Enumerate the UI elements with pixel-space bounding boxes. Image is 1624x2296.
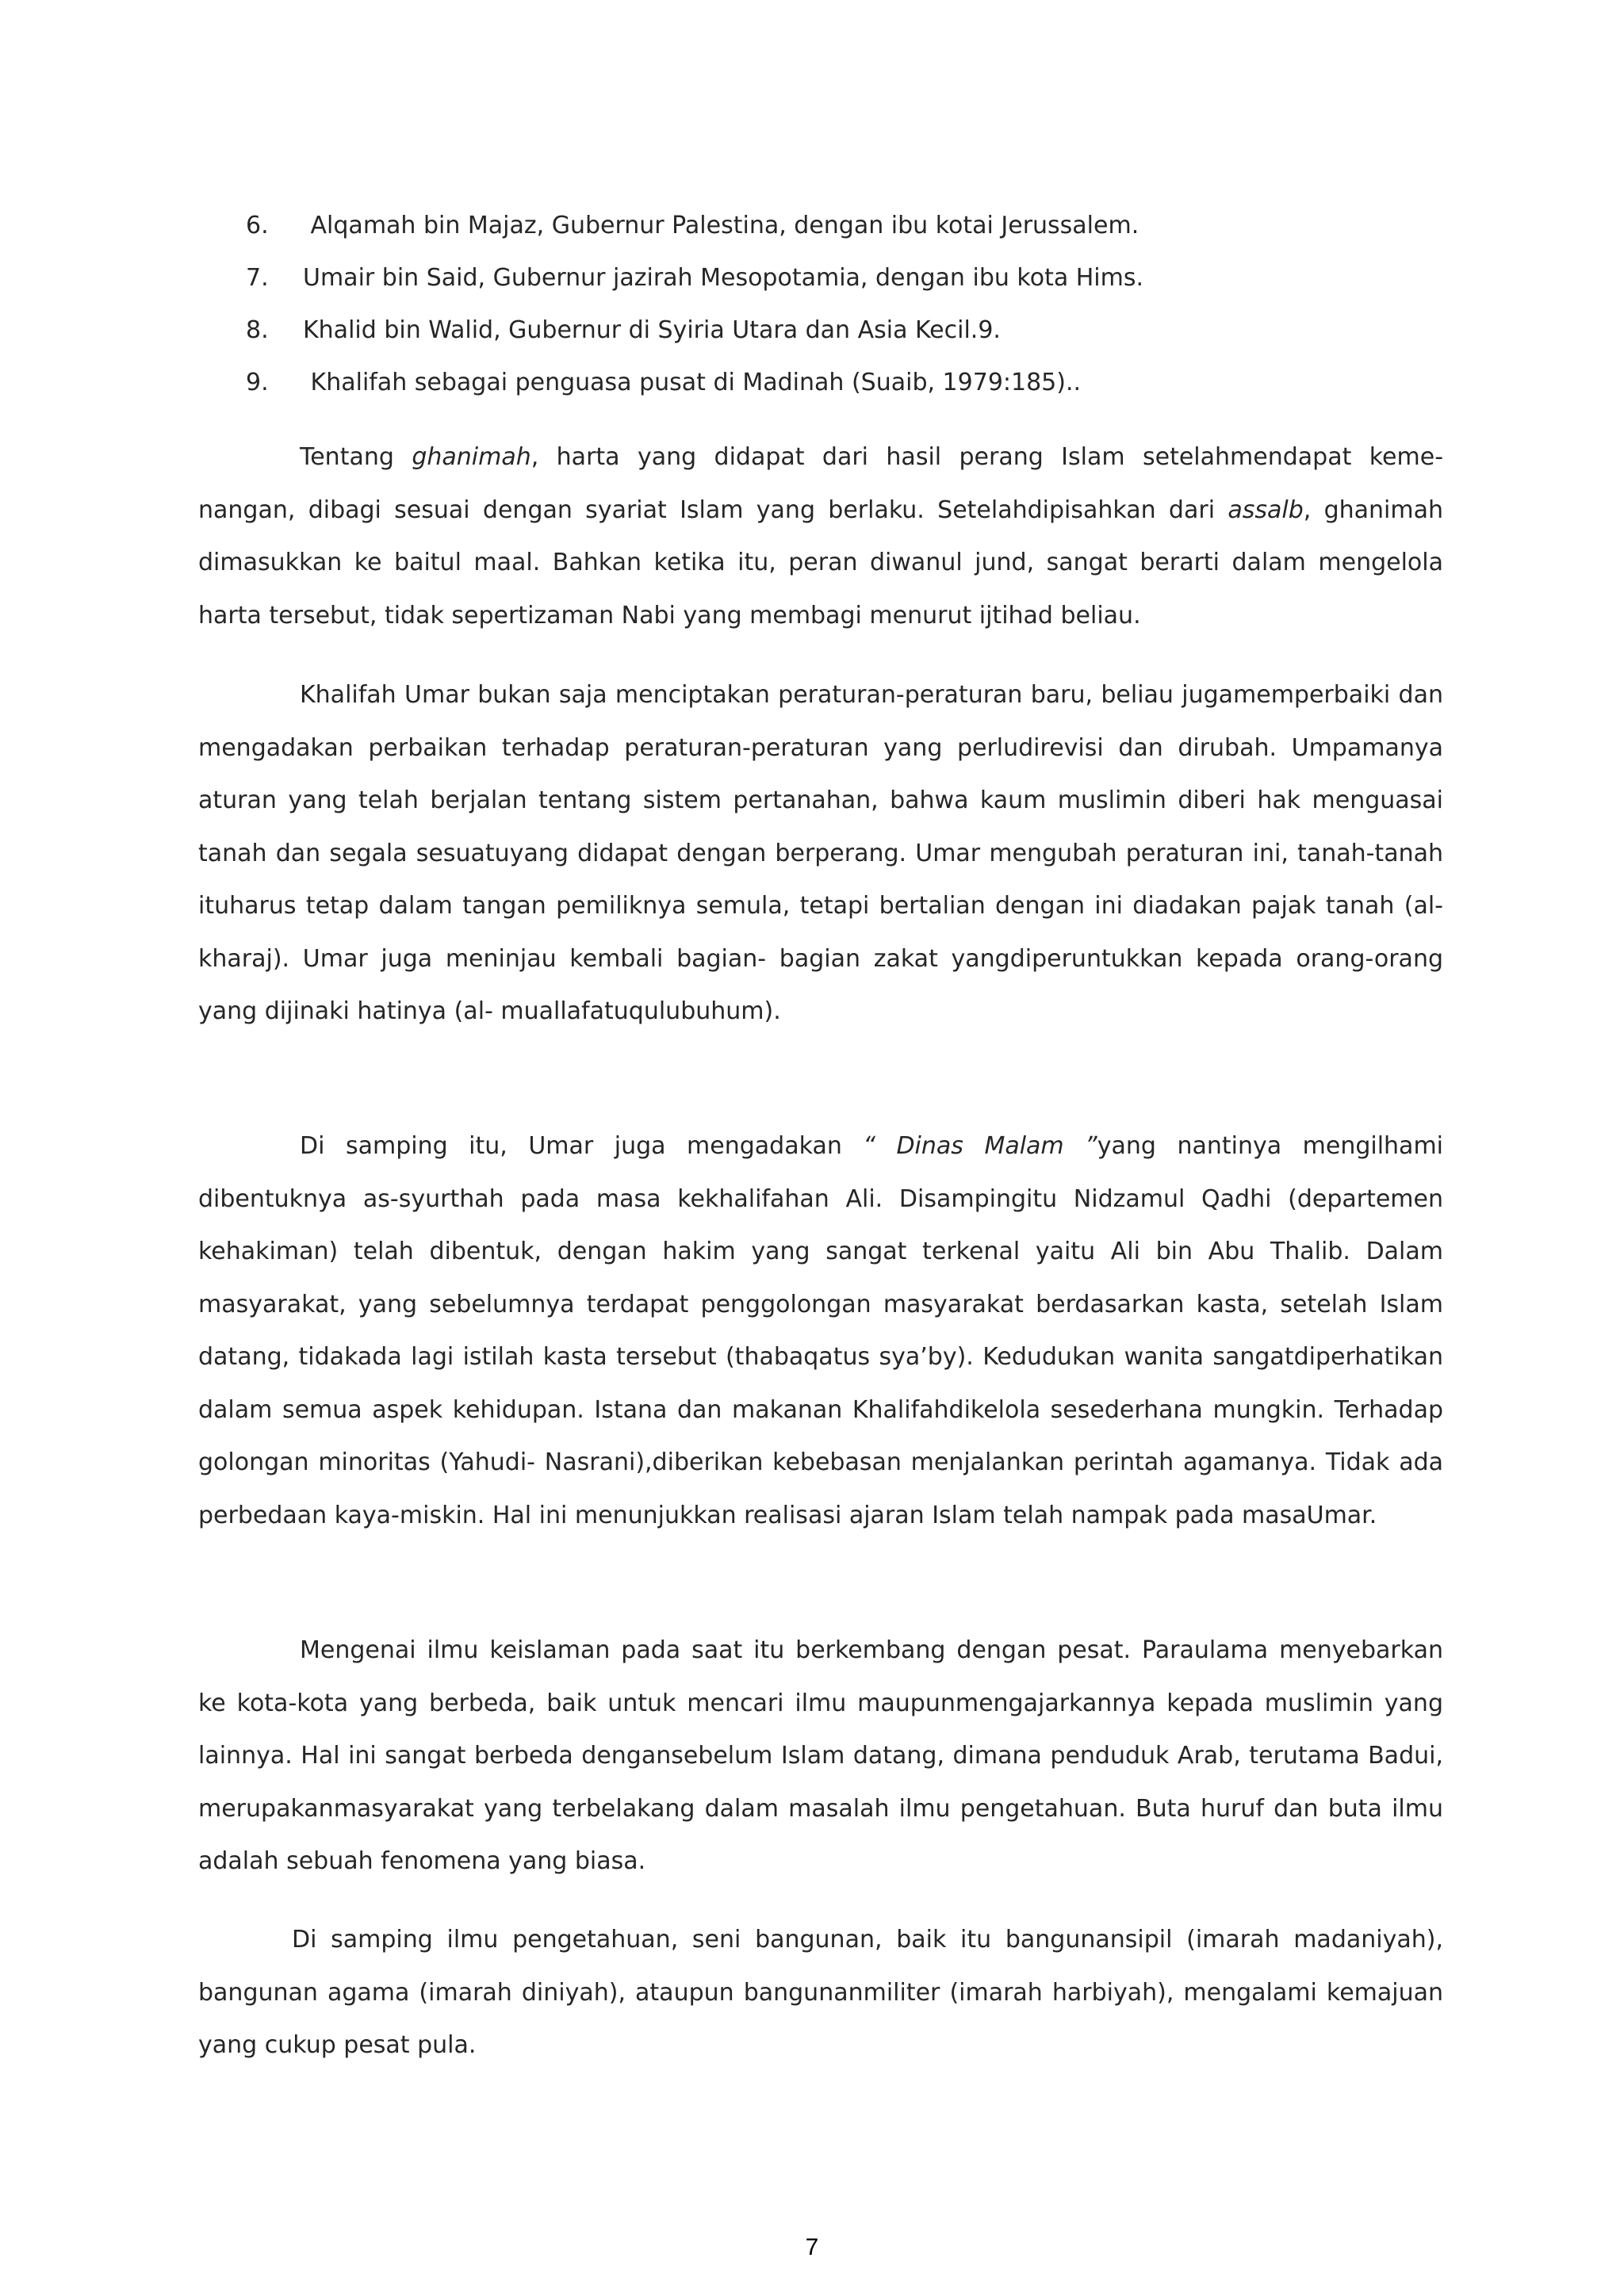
list-item-number: 6. (246, 212, 269, 239)
paragraph-text: yang nantinya mengilhami dibentuknya as-syurthah pada masa kekhalifahan Ali. Disampingitu Nidzamul Qadhi (departemen kehakiman) telah dibentuk, dengan hakim yang sangat terkenal yaitu Ali bin Abu Thalib. Dalam masyarakat, yang sebelumnya terdapat penggolongan masyarakat berdasarkan kasta, setelah Islam datang, tidakada lagi istilah kasta tersebut (thabaqatus sya’by). Kedudukan wanita sangatdiperhatikan dalam semua aspek kehidupan. Istana dan makanan Khalifahdikelola sesederhana mungkin. Terhadap golongan minoritas (Yahudi- Nasrani),diberikan kebebasan menjalankan perintah agamanya. Tidak ada perbedaan kaya-miskin. Hal ini menunjukkan realisasi ajaran Islam telah nampak pada masaUmar. (198, 1132, 1444, 1529)
list-item-number: 7. (246, 264, 269, 292)
page-number: 7 (805, 2234, 819, 2260)
list-item (246, 252, 1435, 304)
paragraph-text: Di samping itu, Umar juga mengadakan (300, 1132, 864, 1160)
list-item-text: Khalid bin Walid, Gubernur di Syiria Utara dan Asia Kecil.9. (303, 316, 1001, 344)
paragraph-ghanimah (198, 431, 1443, 642)
list-item-text: Alqamah bin Majaz, Gubernur Palestina, dengan ibu kotai Jerussalem. (303, 212, 1139, 239)
list-item (246, 200, 1435, 252)
paragraph-seni-bangunan: Di samping ilmu pengetahuan, seni bangunan, baik itu bangunansipil (imarah madaniyah), bangunan agama (imarah diniyah), ataupun bangunanmiliter (imarah harbiyah), mengalami kemajuan yang cukup pesat pula. (198, 1926, 1443, 2059)
list-item-text: Umair bin Said, Gubernur jazirah Mesopotamia, dengan ibu kota Hims. (303, 264, 1144, 292)
paragraph-text: , harta yang didapat dari hasil perang Islam setelahmendapat keme- nangan, dibagi sesuai dengan syariat Islam yang berlaku. Setelahdipisahkan dari (198, 443, 1444, 524)
list-item (246, 357, 1435, 409)
paragraph-umar-rules: Khalifah Umar bukan saja menciptakan peraturan-peraturan baru, beliau jugamemperbaiki dan mengadakan perbaikan terhadap peraturan-peraturan yang perludirevisi dan dirubah. Umpamanya aturan yang telah berjalan tentang sistem pertanahan, bahwa kaum muslimin diberi hak menguasai tanah dan segala sesuatuyang didapat dengan berperang. Umar mengubah peraturan ini, tanah-tanah ituharus tetap dalam tangan pemiliknya semula, tetapi bertalian dengan ini diadakan pajak tanah (al-kharaj). Umar juga meninjau kembali bagian- bagian zakat yangdiperuntukkan kepada orang-orang yang dijinaki hatinya (al- muallafatuqulubuhum). (198, 681, 1443, 1025)
paragraph-ilmu-keislaman: Mengenai ilmu keislaman pada saat itu berkembang dengan pesat. Paraulama menyebarkan ke kota-kota yang berbeda, baik untuk mencari ilmu maupunmengajarkannya kepada muslimin yang lainnya. Hal ini sangat berbeda dengansebelum Islam datang, dimana penduduk Arab, terutama Badui, merupakanmasyarakat yang terbelakang dalam masalah ilmu pengetahuan. Buta huruf dan buta ilmu adalah sebuah fenomena yang biasa. (198, 1636, 1443, 1875)
term-assalb: assalb (1228, 496, 1304, 524)
list-item-text: Khalifah sebagai penguasa pusat di Madinah (Suaib, 1979:185).. (303, 369, 1082, 396)
paragraph-dinas-malam (198, 1120, 1443, 1542)
term-ghanimah: ghanimah (412, 443, 531, 471)
list-item-number: 8. (246, 316, 269, 344)
paragraph-text: , ghanimah dimasukkan ke baitul maal. Bahkan ketika itu, peran diwanul jund, sangat berarti dalam mengelola harta tersebut, tidak sepertizaman Nabi yang membagi menurut ijtihad beliau. (198, 496, 1443, 629)
paragraph-text: Tentang (300, 443, 412, 471)
governor-list (246, 200, 1435, 409)
list-item (246, 304, 1435, 357)
list-item-number: 9. (246, 369, 269, 396)
term-dinas-malam: “ Dinas Malam ” (863, 1132, 1097, 1160)
